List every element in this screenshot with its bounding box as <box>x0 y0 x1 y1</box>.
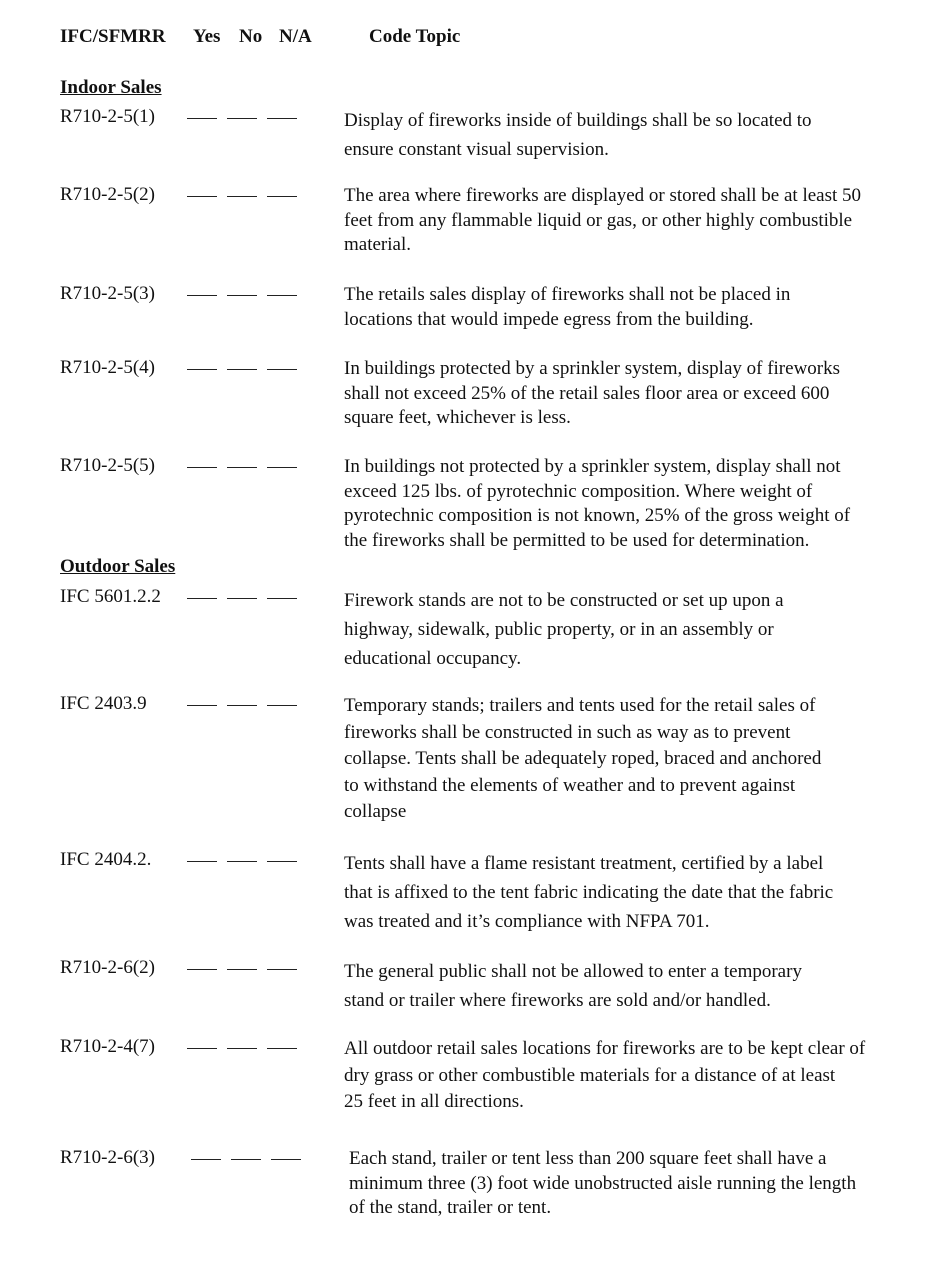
code-reference: IFC 2403.9 <box>60 693 147 714</box>
column-header-code: IFC/SFMRR <box>60 26 166 47</box>
no-blank[interactable] <box>227 106 257 119</box>
code-topic-text: All outdoor retail sales locations for fireworks are to be kept clear of dry grass or other combustible materials for a distance of at least 25 feet in all directions. <box>344 1038 866 1112</box>
code-reference: R710-2-5(4) <box>60 357 155 378</box>
answer-blanks <box>187 693 307 715</box>
yes-blank[interactable] <box>187 184 217 197</box>
no-blank[interactable] <box>227 455 257 468</box>
code-reference: R710-2-6(2) <box>60 957 155 978</box>
code-topic-text: Firework stands are not to be constructed or set up upon a highway, sidewalk, public property, or in an assembly or educational occupancy. <box>344 590 784 669</box>
yes-blank[interactable] <box>187 586 217 599</box>
na-blank[interactable] <box>267 957 297 970</box>
na-blank[interactable] <box>267 849 297 862</box>
code-reference: R710-2-5(3) <box>60 283 155 304</box>
code-topic-text: Display of fireworks inside of buildings shall be so located to ensure constant visual supervision. <box>344 110 812 160</box>
no-blank[interactable] <box>227 849 257 862</box>
yes-blank[interactable] <box>187 1036 217 1049</box>
code-reference: R710-2-4(7) <box>60 1036 155 1057</box>
column-header-yes: Yes <box>193 26 221 47</box>
code-reference: R710-2-5(5) <box>60 455 155 476</box>
yes-blank[interactable] <box>187 957 217 970</box>
answer-blanks <box>187 455 307 477</box>
section-heading-outdoor: Outdoor Sales <box>60 556 176 577</box>
answer-blanks <box>187 184 307 206</box>
na-blank[interactable] <box>271 1147 301 1160</box>
code-reference: IFC 5601.2.2 <box>60 586 161 607</box>
code-reference: R710-2-5(2) <box>60 184 155 205</box>
no-blank[interactable] <box>227 357 257 370</box>
na-blank[interactable] <box>267 184 297 197</box>
code-topic-text: Tents shall have a flame resistant treatment, certified by a label that is affixed to the tent fabric indicating the date that the fabric was treated and it’s compliance with NFPA 701. <box>344 853 834 932</box>
answer-blanks <box>187 357 307 379</box>
yes-blank[interactable] <box>191 1147 221 1160</box>
na-blank[interactable] <box>267 357 297 370</box>
answer-blanks <box>187 586 307 608</box>
na-blank[interactable] <box>267 455 297 468</box>
answer-blanks <box>187 283 307 305</box>
na-blank[interactable] <box>267 586 297 599</box>
answer-blanks <box>187 957 307 979</box>
yes-blank[interactable] <box>187 283 217 296</box>
code-topic-text: The retails sales display of fireworks shall not be placed in locations that would impede egress from the building. <box>344 284 791 330</box>
code-topic-text: The general public shall not be allowed to enter a temporary stand or trailer where fireworks are sold and/or handled. <box>344 961 802 1011</box>
code-topic-text: Each stand, trailer or tent less than 200 square feet shall have a minimum three (3) foot wide unobstructed aisle running the length of the stand, trailer or tent. <box>349 1148 857 1218</box>
column-header-no: No <box>239 26 263 47</box>
code-topic-text: Temporary stands; trailers and tents used for the retail sales of fireworks shall be constructed in such as way as to prevent collapse. Tents shall be adequately roped, braced and anchored to withstand the elements of weather and to prevent against collapse <box>344 695 822 822</box>
yes-blank[interactable] <box>187 357 217 370</box>
no-blank[interactable] <box>227 184 257 197</box>
no-blank[interactable] <box>227 957 257 970</box>
na-blank[interactable] <box>267 693 297 706</box>
na-blank[interactable] <box>267 283 297 296</box>
code-reference: R710-2-5(1) <box>60 106 155 127</box>
na-blank[interactable] <box>267 106 297 119</box>
column-header-na: N/A <box>279 26 312 47</box>
yes-blank[interactable] <box>187 455 217 468</box>
no-blank[interactable] <box>227 693 257 706</box>
yes-blank[interactable] <box>187 849 217 862</box>
answer-blanks <box>187 106 307 128</box>
answer-blanks <box>191 1147 311 1169</box>
no-blank[interactable] <box>231 1147 261 1160</box>
code-reference: IFC 2404.2. <box>60 849 152 870</box>
yes-blank[interactable] <box>187 106 217 119</box>
column-header-topic: Code Topic <box>369 26 461 47</box>
code-topic-text: In buildings not protected by a sprinkler system, display shall not exceed 125 lbs. of pyrotechnic composition. Where weight of pyrotechnic composition is not known, 25% of the gross weight of the fireworks shall be permitted to be used for determination. <box>344 456 851 551</box>
no-blank[interactable] <box>227 283 257 296</box>
code-topic-text: The area where fireworks are displayed or stored shall be at least 50 feet from any flammable liquid or gas, or other highly combustible material. <box>344 185 862 255</box>
section-heading-indoor: Indoor Sales <box>60 77 162 98</box>
no-blank[interactable] <box>227 586 257 599</box>
na-blank[interactable] <box>267 1036 297 1049</box>
answer-blanks <box>187 1036 307 1058</box>
answer-blanks <box>187 849 307 871</box>
no-blank[interactable] <box>227 1036 257 1049</box>
code-reference: R710-2-6(3) <box>60 1147 155 1168</box>
code-topic-text: In buildings protected by a sprinkler system, display of fireworks shall not exceed 25% of the retail sales floor area or exceed 600 square feet, whichever is less. <box>344 358 841 428</box>
yes-blank[interactable] <box>187 693 217 706</box>
